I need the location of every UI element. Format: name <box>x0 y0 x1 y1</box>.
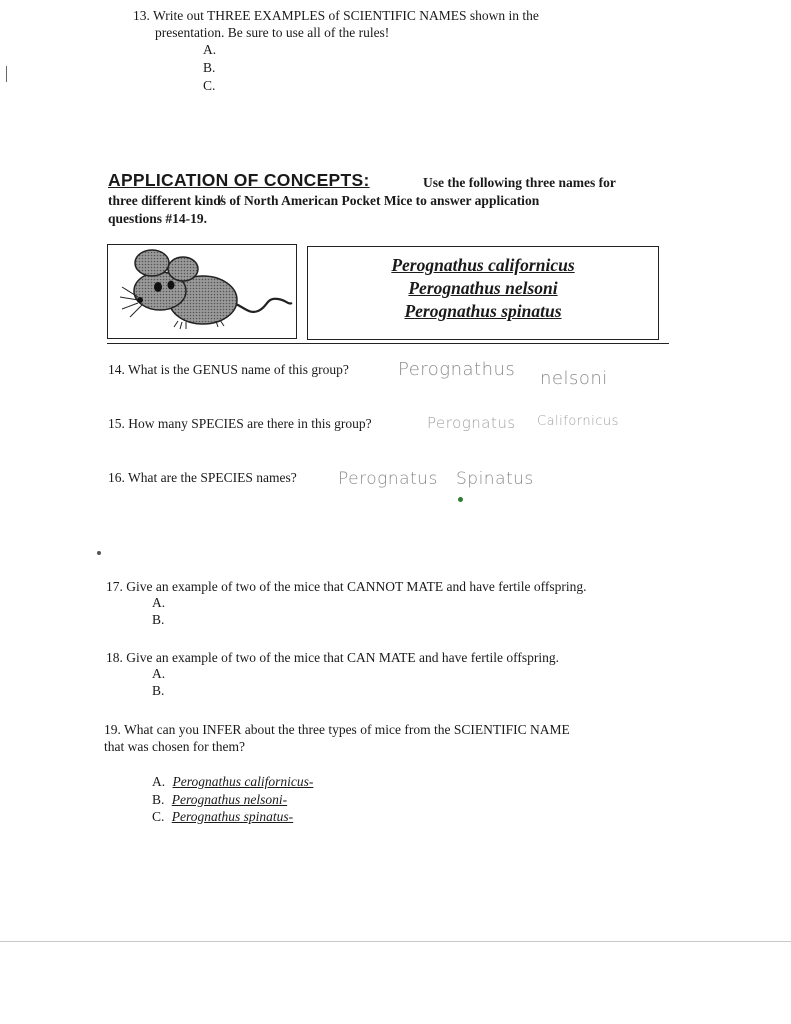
q14-text: 14. What is the GENUS name of this group? <box>108 362 349 377</box>
q19-answer-b-letter: B. <box>152 792 165 807</box>
q17-option-b: B. <box>152 612 165 627</box>
q13-option-b: B. <box>203 60 216 75</box>
species-name-1: Perognathus californicus <box>391 255 575 275</box>
scan-mark <box>6 66 7 82</box>
q15-handwritten-2: Californicus <box>537 414 619 429</box>
application-intro-2: three different kind̸s of North American Pocket Mice to answer application <box>108 193 540 208</box>
q16-handwritten-1: Perognatus <box>338 469 438 489</box>
q13-option-c: C. <box>203 78 216 93</box>
application-intro-3: questions #14-19. <box>108 211 208 226</box>
q19-answer-a-letter: A. <box>152 774 166 789</box>
q19-answer-c-letter: C. <box>152 809 165 824</box>
q18-option-b: B. <box>152 683 165 698</box>
q19-line2: that was chosen for them? <box>104 739 245 754</box>
margin-dot <box>97 551 101 555</box>
q19-answer-b <box>152 792 287 808</box>
q19-answer-b-name: Perognathus nelsoni- <box>171 792 288 807</box>
green-mark <box>458 497 463 502</box>
species-name-2: Perognathus nelsoni <box>408 278 558 298</box>
q17-text: 17. Give an example of two of the mice that CANNOT MATE and have fertile offspring. <box>106 579 587 594</box>
q19-answer-c-name: Perognathus spinatus- <box>171 809 294 824</box>
mouse-icon <box>108 245 296 338</box>
q16-text: 16. What are the SPECIES names? <box>108 470 297 485</box>
q18-text: 18. Give an example of two of the mice that CAN MATE and have fertile offspring. <box>106 650 560 665</box>
q19-answer-a <box>152 774 313 790</box>
species-name-3: Perognathus spinatus <box>404 301 562 321</box>
q18-option-a: A. <box>152 666 166 681</box>
q14-handwritten-1: Perognathus <box>398 359 516 380</box>
q19-answer-a-name: Perognathus californicus- <box>172 774 314 789</box>
q19-line1: 19. What can you INFER about the three types of mice from the SCIENTIFIC NAME <box>104 722 570 737</box>
mouse-picture-box <box>107 244 297 339</box>
q14-handwritten-2: nelsoni <box>540 368 608 389</box>
q19-answer-c <box>152 809 293 825</box>
application-title: APPLICATION OF CONCEPTS: <box>108 170 370 190</box>
scan-line <box>0 941 791 942</box>
q15-handwritten-1: Perognatus <box>427 414 516 432</box>
q15-text: 15. How many SPECIES are there in this group? <box>108 416 372 431</box>
species-names-box <box>307 246 659 340</box>
q17-option-a: A. <box>152 595 166 610</box>
q13-option-a: A. <box>203 42 217 57</box>
q16-handwritten-2: Spinatus <box>456 469 534 489</box>
q13-line1: 13. Write out THREE EXAMPLES of SCIENTIFIC NAMES shown in the <box>133 8 539 23</box>
section-divider <box>107 343 669 344</box>
q13-line2: presentation. Be sure to use all of the rules! <box>155 25 390 40</box>
application-intro-1: Use the following three names for <box>423 175 616 190</box>
